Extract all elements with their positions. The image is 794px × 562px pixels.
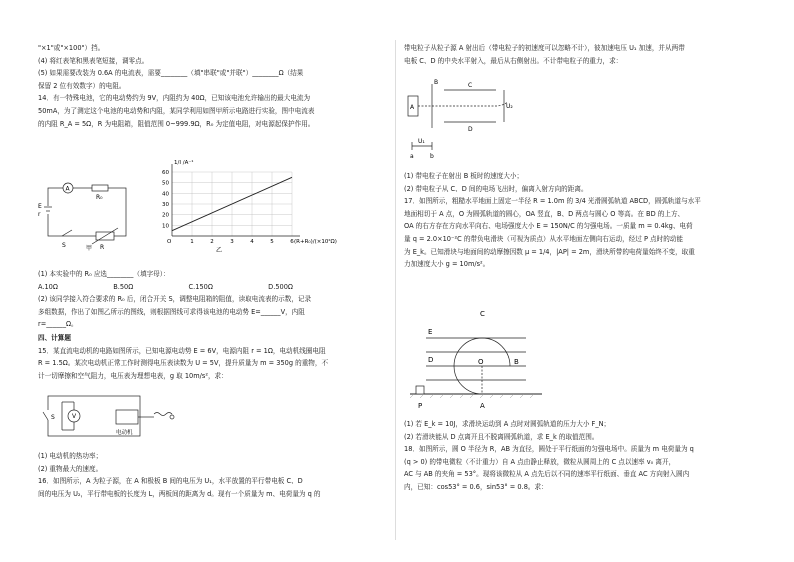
field-e-label: E bbox=[428, 328, 433, 336]
y-tick-label: 10 bbox=[162, 223, 169, 230]
y-tick-label: 30 bbox=[162, 202, 169, 208]
x-tick-label: 1 bbox=[190, 239, 194, 245]
text-line: (4) 将红表笔和黑表笔短接，调零点。 bbox=[38, 56, 149, 65]
section-heading: 四、计算题 bbox=[38, 333, 71, 342]
x-tick-label: 6 bbox=[290, 239, 294, 245]
u2-label: U₂ bbox=[506, 103, 513, 110]
switch-label: S bbox=[51, 414, 55, 421]
text-line: 计一切摩擦和空气阻力，电压表为理想电表，g 取 10m/s²，求： bbox=[38, 371, 228, 380]
text-line: "×1"或"×100"）挡。 bbox=[38, 44, 105, 52]
switch-label: S bbox=[62, 242, 66, 249]
text-line: 50mA，为了测定这个电池的电动势和内阻，某同学利用如图甲所示电路进行实验，图中电流表 bbox=[38, 106, 315, 115]
option-a: A.10Ω bbox=[38, 282, 58, 291]
text-line: (2) 带电粒子从 C、D 间的电场飞出时，偏离入射方向的距离。 bbox=[404, 184, 588, 193]
text-line: 内，已知：cos53° = 0.6，sin53° = 0.8。求： bbox=[404, 482, 548, 491]
text-line: 力加速度大小 g = 10m/s²。 bbox=[404, 260, 490, 269]
point-b-label: B bbox=[514, 358, 519, 366]
r0-label: R₀ bbox=[96, 194, 103, 201]
question-17-line: 17．如图所示，粗糙水平地面上固定一半径 R = 1.0m 的 3/4 光滑圆弧轨道 ABCD，圆弧轨道与水平 bbox=[404, 197, 701, 206]
column-divider bbox=[395, 40, 396, 540]
text-line: (2) 该同学接入符合要求的 R₀ 后，闭合开关 S，调整电阻箱的阻值，读取电流表的示数，记录 bbox=[38, 295, 312, 304]
text-line: (2) 重物最大的速度。 bbox=[38, 464, 103, 473]
x-tick-label: 3 bbox=[230, 239, 234, 245]
option-d: D.500Ω bbox=[268, 282, 293, 291]
point-a-label: A bbox=[480, 402, 485, 410]
source-a-label: A bbox=[410, 104, 415, 111]
text-line: (1) 电动机的热功率； bbox=[38, 452, 103, 460]
text-line: R = 1.5Ω。某次电动机正常工作时测得电压表读数为 U = 5V，提升质量为 m = 350g 的重物，不 bbox=[38, 359, 329, 368]
y-tick-label: 60 bbox=[162, 170, 169, 176]
center-o-label: O bbox=[478, 358, 484, 366]
voltmeter-label: V bbox=[72, 413, 77, 420]
y-tick-label: 50 bbox=[162, 180, 169, 187]
y-axis-label: 1/I /A⁻¹ bbox=[174, 160, 194, 166]
plate-b-label: B bbox=[434, 79, 439, 86]
x-axis-label: (R+R₀)/(×10²Ω) bbox=[294, 239, 337, 245]
figure-caption: 甲 bbox=[86, 245, 93, 252]
text-line: 地面相切于 A 点，O 为圆弧轨道的圆心，OA 竖直，B、D 两点与圆心 O 等高。在 BD 的上方、 bbox=[404, 209, 685, 218]
point-p-label: P bbox=[418, 402, 423, 410]
internal-r-label: r bbox=[38, 211, 41, 218]
text-line: (1) 本实验中的 R₀ 应选________（填字母）： bbox=[38, 270, 170, 278]
rheostat-label: R bbox=[100, 244, 105, 251]
text-line: 带电粒子从粒子源 A 射出后（带电粒子的初速度可以忽略不计），彼加速电压 U₁ 加速，并从两带 bbox=[404, 44, 685, 52]
text-line: 保留 2 位有效数字）的电阻。 bbox=[38, 81, 126, 90]
plate-d-label: D bbox=[468, 126, 473, 133]
u1-label: U₁ bbox=[418, 138, 425, 145]
y-tick-label: 20 bbox=[162, 212, 169, 219]
circuit-diagram-jia bbox=[38, 180, 138, 252]
particle-accelerator-diagram bbox=[404, 76, 514, 160]
text-line: AC 与 AB 的夹角 = 53°。现将该微粒从 A 点先后以不同的速率平行纸面、垂直 AC 方向射入圆内 bbox=[404, 470, 690, 479]
x-tick-label: 2 bbox=[210, 239, 214, 245]
text-line: 间的电压为 U₂，平行带电板的长度为 L，两板间的距离为 d。现有一个质量为 m、电荷量为 q 的 bbox=[38, 489, 321, 498]
motor-circuit-diagram bbox=[38, 392, 188, 446]
arc-track-diagram bbox=[406, 306, 546, 416]
point-d-label: D bbox=[428, 356, 434, 364]
question-14-line: 14．有一特殊电池，它的电动势约为 9V，内阻约为 40Ω，已知该电池允许输出的最大电流为 bbox=[38, 94, 311, 103]
x-tick-label: 4 bbox=[250, 239, 254, 245]
question-16-line: 16．如图所示，A 为粒子源，在 A 和极板 B 间的电压为 U₁，水平放置的平行带电板 C、D bbox=[38, 477, 303, 486]
text-line: (1) 带电粒子在射出 B 板时的速度大小； bbox=[404, 172, 524, 180]
y-tick-label: 40 bbox=[162, 191, 169, 198]
question-18-line: 18．如图所示，圆 O 半径为 R，AB 为直径，圆处于平行纸面的匀强电场中。质量为 m 电荷量为 q bbox=[404, 445, 694, 454]
text-line: r=______Ω。 bbox=[38, 320, 78, 329]
option-b: B.50Ω bbox=[113, 282, 134, 291]
text-line: (2) 若滑块能从 D 点离开且不脱离圆弧轨道，求 E_k 的取值范围。 bbox=[404, 432, 599, 441]
text-line: 量 q = 2.0×10⁻²C 的带负电滑块（可视为质点）从水平地面左侧向右运动，经过 P 点时的动能 bbox=[404, 234, 683, 243]
terminal-a-label: a bbox=[410, 153, 414, 160]
emf-label: E bbox=[38, 203, 42, 210]
graph-yi bbox=[150, 158, 337, 254]
origin-label: O bbox=[167, 239, 172, 245]
text-line: 电板 C、D 的中央水平射入，最后从右侧射出。不计带电粒子的重力，求： bbox=[404, 56, 623, 65]
text-line: 为 E_k。已知滑块与地面间的动摩擦因数 μ = 1/4，|AP| = 2m，滑块所带的电荷量始终不变，取重 bbox=[404, 247, 695, 256]
option-c: C.150Ω bbox=[188, 282, 213, 291]
text-line: (q > 0) 的带电微粒（不计重力）自 A 点由静止释放，微粒从圆周上的 C 点以速率 v₀ 离开， bbox=[404, 457, 676, 466]
ammeter-label: A bbox=[65, 185, 70, 193]
text-line: 多组数据，作出了如图乙所示的图线，则根据图线可求得该电池的电动势 E=______V，内阻 bbox=[38, 307, 305, 316]
text-line: 的内阻 R_A = 5Ω，R 为电阻箱，阻值范围 0~999.9Ω，R₀ 为定值电阻，对电源起保护作用。 bbox=[38, 119, 315, 128]
terminal-b-label: b bbox=[430, 153, 434, 160]
figure-caption: 乙 bbox=[216, 247, 223, 254]
motor-label: 电动机 bbox=[116, 430, 133, 436]
point-c-label: C bbox=[480, 310, 485, 318]
text-line: (5) 如果需要改装为 0.6A 的电流表，需要________（填"串联"或"并联"）________Ω（结果 bbox=[38, 69, 304, 78]
x-tick-label: 5 bbox=[270, 239, 274, 245]
plate-c-label: C bbox=[468, 82, 473, 89]
answer-options bbox=[38, 281, 293, 294]
question-15-line: 15．某直流电动机的电路如图所示，已知电源电动势 E = 6V，电源内阻 r = 1Ω，电动机线圈电阻 bbox=[38, 346, 326, 355]
text-line: (1) 若 E_k = 10J，求滑块运动到 A 点时对圆弧轨道的压力大小 F_N； bbox=[404, 420, 611, 428]
text-line: OA 的右方存在方向水平向右、电场强度大小 E = 150N/C 的匀强电场。一质量 m = 0.4kg、电荷 bbox=[404, 222, 693, 231]
